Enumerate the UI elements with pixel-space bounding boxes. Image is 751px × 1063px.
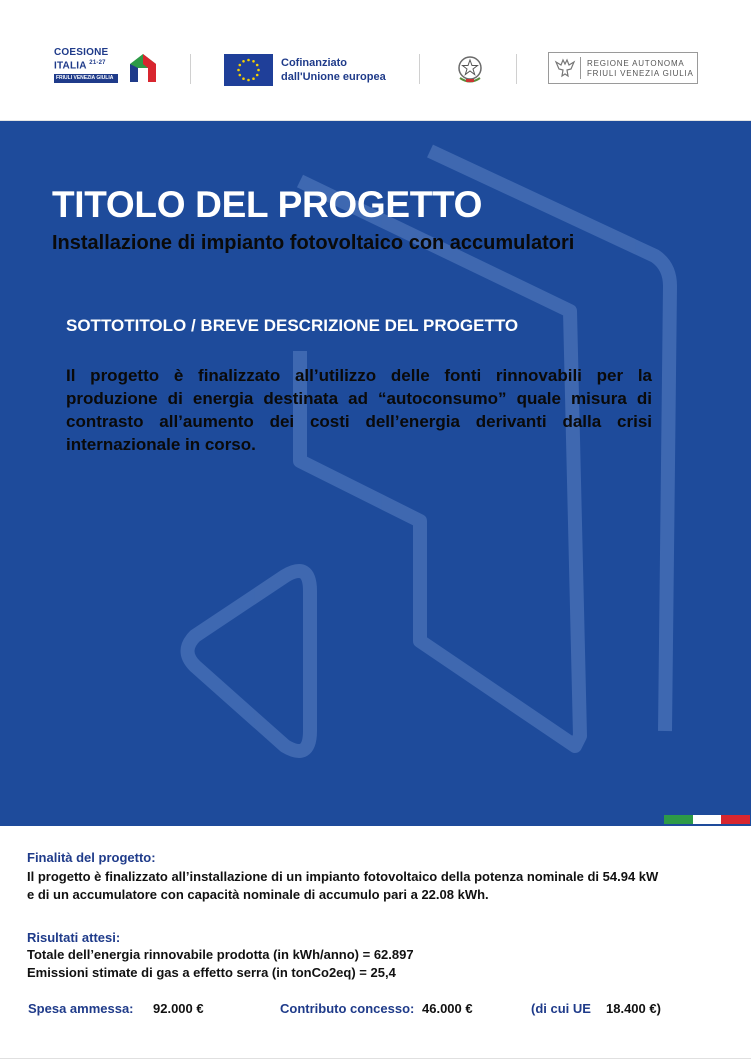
ue-value: 18.400 €) [606, 1001, 661, 1016]
header-divider [419, 54, 420, 84]
finalita-line1: Il progetto è finalizzato all’installazione di un impianto fotovoltaico della potenza nominale di 54.94 kW [27, 869, 659, 884]
eu-text: Cofinanziato dall'Unione europea [281, 57, 386, 83]
header-divider [190, 54, 191, 84]
eu-flag-icon [224, 54, 273, 86]
eu-cofinanziato-logo [224, 54, 394, 86]
spesa-value: 92.000 € [153, 1001, 204, 1016]
risultati-line1: Totale dell’energia rinnovabile prodotta (in kWh/anno) = 62.897 [27, 947, 414, 962]
regione-text: REGIONE AUTONOMA FRIULI VENEZIA GIULIA [587, 59, 694, 78]
regione-fvg-logo [548, 52, 698, 84]
logo-header [0, 0, 751, 121]
risultati-line2: Emissioni stimate di gas a effetto serra (in tonCo2eq) = 25,4 [27, 965, 396, 980]
italian-flag-strip [664, 815, 750, 824]
risultati-label: Risultati attesi: [27, 930, 121, 945]
project-description: Il progetto è finalizzato all’utilizzo delle fonti rinnovabili per la produzione di energia destinata ad “autoconsumo” quale misura di contrasto all’aumento dei costi dell’energia derivanti dalla crisi internazionale in corso. [66, 366, 652, 454]
section-heading: SOTTOTITOLO / BREVE DESCRIZIONE DEL PROGETTO [66, 316, 519, 335]
eagle-icon [553, 56, 577, 80]
coesione-arrow-icon [126, 50, 160, 84]
finalita-label: Finalità del progetto: [27, 850, 156, 865]
project-panel [0, 121, 751, 826]
finalita-section [27, 850, 727, 904]
page-bottom-line [0, 1058, 751, 1059]
contributo-value: 46.000 € [422, 1001, 473, 1016]
project-title: TITOLO DEL PROGETTO [52, 184, 483, 225]
coesione-region-bar: FRIULI VENEZIA GIULIA [54, 74, 118, 83]
risultati-section [27, 930, 727, 982]
coesione-italia-logo [54, 48, 162, 88]
contributo-label: Contributo concesso: [280, 1001, 415, 1016]
coesione-line2: ITALIA $^{21-27}$ [54, 60, 106, 72]
decorative-shapes [0, 121, 751, 826]
regione-divider [580, 57, 581, 79]
ue-label: (di cui UE [531, 1001, 591, 1016]
spesa-label: Spesa ammessa: [28, 1001, 134, 1016]
header-divider [516, 54, 517, 84]
italian-republic-emblem-icon [455, 52, 485, 86]
finalita-line2: e di un accumulatore con capacità nominale di accumulo pari a 22.08 kWh. [27, 887, 489, 902]
project-subtitle: Installazione di impianto fotovoltaico con accumulatori [52, 232, 575, 254]
coesione-line1: COESIONE [54, 47, 109, 58]
